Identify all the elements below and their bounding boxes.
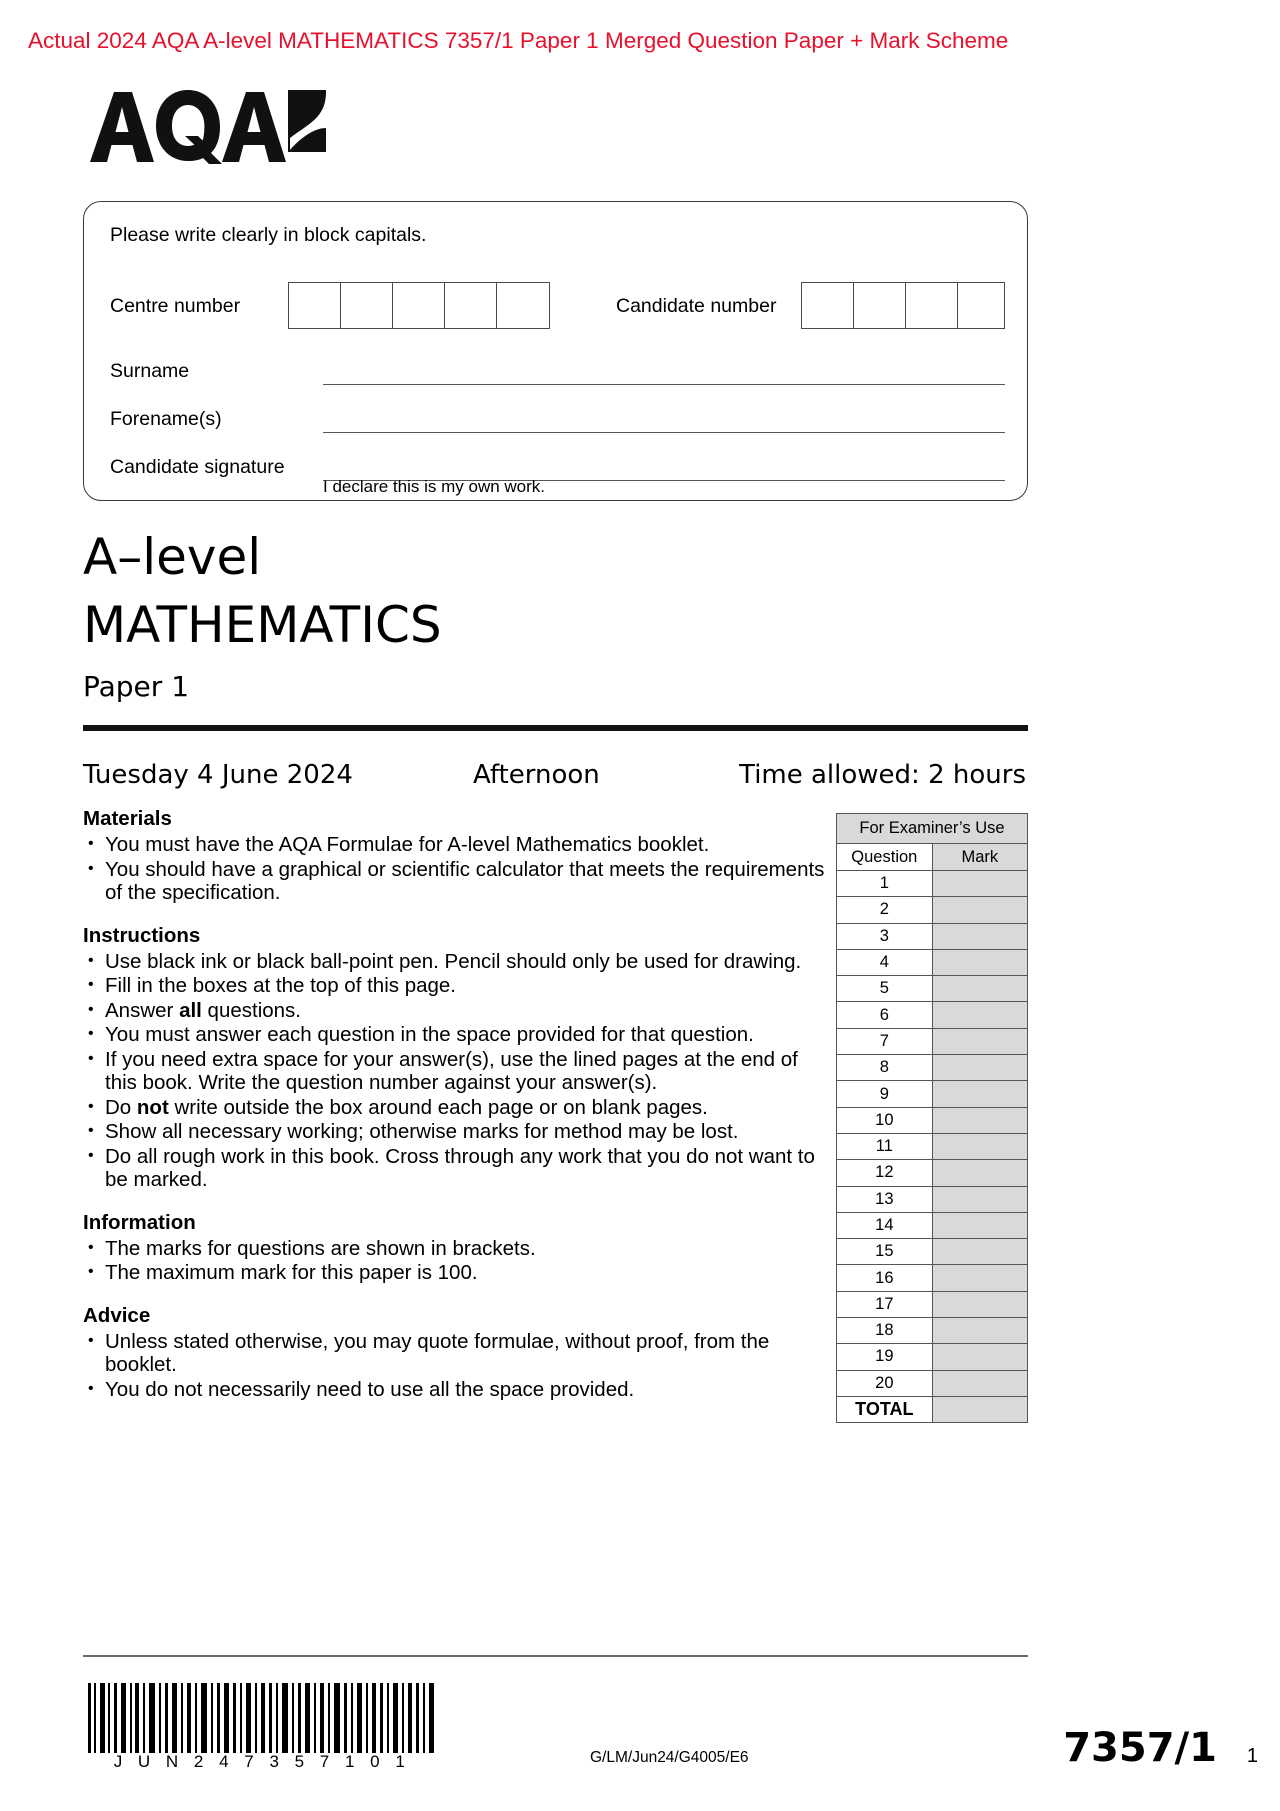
mark-cell[interactable] <box>932 1055 1027 1081</box>
table-row <box>837 1081 1028 1107</box>
list-item: • The maximum mark for this paper is 100. <box>83 1261 825 1285</box>
surname-row <box>110 354 1005 394</box>
mark-cell[interactable] <box>932 1370 1027 1396</box>
materials-list <box>83 833 825 905</box>
page-number: 1 <box>1246 1745 1258 1767</box>
table-row <box>837 1318 1028 1344</box>
mark-cell[interactable] <box>932 1212 1027 1238</box>
declaration-text: I declare this is my own work. <box>323 477 546 496</box>
candidate-number-input[interactable] <box>801 282 1005 329</box>
list-item: • Do not write outside the box around each page or on blank pages. <box>83 1096 825 1120</box>
mark-cell[interactable] <box>932 871 1027 897</box>
list-item: • Answer all questions. <box>83 999 825 1023</box>
list-item: • You should have a graphical or scientific calculator that meets the requirements of the specification. <box>83 858 825 905</box>
list-item: • Unless stated otherwise, you may quote formulae, without proof, from the booklet. <box>83 1330 825 1377</box>
list-item: • You must answer each question in the space provided for that question. <box>83 1023 825 1047</box>
examiner-table-body <box>837 814 1028 1423</box>
list-item: • You must have the AQA Formulae for A-level Mathematics booklet. <box>83 833 825 857</box>
mark-cell[interactable] <box>932 1002 1027 1028</box>
table-row <box>837 1344 1028 1370</box>
candidate-number-digit[interactable] <box>854 283 906 328</box>
mark-cell[interactable] <box>932 923 1027 949</box>
mark-cell[interactable] <box>932 1318 1027 1344</box>
list-item: • Do all rough work in this book. Cross through any work that you do not want to be marked. <box>83 1145 825 1192</box>
table-row <box>837 949 1028 975</box>
table-row <box>837 1212 1028 1238</box>
question-number-cell: 2 <box>837 897 933 923</box>
time-allowed: Time allowed: 2 hours <box>739 760 1026 790</box>
qualification-title: A–level <box>83 528 262 586</box>
centre-number-digit[interactable] <box>393 283 445 328</box>
mark-cell[interactable] <box>932 1081 1027 1107</box>
question-number-cell: 14 <box>837 1212 933 1238</box>
question-number-cell: 3 <box>837 923 933 949</box>
question-number-cell: 10 <box>837 1107 933 1133</box>
table-row <box>837 976 1028 1002</box>
block-capitals-instruction: Please write clearly in block capitals. <box>110 224 427 246</box>
mark-cell[interactable] <box>932 1107 1027 1133</box>
candidate-number-digit[interactable] <box>906 283 958 328</box>
table-row <box>837 1160 1028 1186</box>
materials-heading: Materials <box>83 807 172 830</box>
title-divider <box>83 725 1028 731</box>
examiner-use-table <box>836 813 1028 1423</box>
aqa-logo <box>82 88 332 170</box>
list-item: • Show all necessary working; otherwise marks for method may be lost. <box>83 1120 825 1144</box>
candidate-number-label: Candidate number <box>616 295 777 317</box>
mark-cell[interactable] <box>932 949 1027 975</box>
examiner-table-header-row <box>837 844 1028 871</box>
centre-number-digit[interactable] <box>445 283 497 328</box>
mark-cell[interactable] <box>932 897 1027 923</box>
question-number-cell: 1 <box>837 871 933 897</box>
mark-cell[interactable] <box>932 1291 1027 1317</box>
question-number-cell: 11 <box>837 1133 933 1159</box>
examiner-table-title: For Examiner’s Use <box>837 814 1028 844</box>
mark-cell[interactable] <box>932 1028 1027 1054</box>
column-header-question: Question <box>837 844 933 871</box>
question-number-cell: 8 <box>837 1055 933 1081</box>
table-row <box>837 897 1028 923</box>
exam-session: Afternoon <box>473 760 600 790</box>
column-header-mark: Mark <box>932 844 1027 871</box>
total-mark-cell[interactable] <box>932 1396 1027 1422</box>
table-row-total <box>837 1396 1028 1422</box>
mark-cell[interactable] <box>932 976 1027 1002</box>
forenames-input[interactable] <box>323 432 1005 433</box>
paper-code: 7357/1 <box>1063 1725 1217 1771</box>
footer-divider <box>83 1655 1028 1657</box>
mark-cell[interactable] <box>932 1239 1027 1265</box>
table-row <box>837 1028 1028 1054</box>
forenames-label: Forename(s) <box>110 408 222 430</box>
table-row <box>837 1002 1028 1028</box>
question-number-cell: 5 <box>837 976 933 1002</box>
exam-date: Tuesday 4 June 2024 <box>83 760 353 790</box>
surname-label: Surname <box>110 360 190 382</box>
table-row <box>837 1239 1028 1265</box>
information-heading: Information <box>83 1210 196 1234</box>
question-number-cell: 20 <box>837 1370 933 1396</box>
mark-cell[interactable] <box>932 1186 1027 1212</box>
table-row <box>837 1265 1028 1291</box>
mark-cell[interactable] <box>932 1265 1027 1291</box>
information-list <box>83 1237 825 1285</box>
table-row <box>837 923 1028 949</box>
centre-number-digit[interactable] <box>341 283 393 328</box>
barcode-image <box>86 1683 438 1753</box>
question-number-cell: 17 <box>837 1291 933 1317</box>
centre-number-digit[interactable] <box>289 283 341 328</box>
table-row <box>837 1133 1028 1159</box>
question-number-cell: 4 <box>837 949 933 975</box>
question-number-cell: 16 <box>837 1265 933 1291</box>
list-item: • You do not necessarily need to use all the space provided. <box>83 1378 825 1402</box>
centre-number-input[interactable] <box>288 282 550 329</box>
advice-heading: Advice <box>83 1303 151 1327</box>
candidate-number-digit[interactable] <box>802 283 854 328</box>
question-number-cell: 18 <box>837 1318 933 1344</box>
barcode-number: J U N 2 4 7 3 5 7 1 0 1 <box>113 1752 411 1771</box>
mark-cell[interactable] <box>932 1160 1027 1186</box>
advice-list <box>83 1330 825 1402</box>
question-number-cell: 7 <box>837 1028 933 1054</box>
surname-input[interactable] <box>323 384 1005 385</box>
signature-row <box>110 450 1005 490</box>
mark-cell[interactable] <box>932 1344 1027 1370</box>
mark-cell[interactable] <box>932 1133 1027 1159</box>
centre-number-label: Centre number <box>110 295 241 317</box>
instructions-list <box>83 950 825 1192</box>
question-number-cell: 9 <box>837 1081 933 1107</box>
question-number-cell: 15 <box>837 1239 933 1265</box>
question-number-cell: 19 <box>837 1344 933 1370</box>
examiner-table-title-row <box>837 814 1028 844</box>
candidate-signature-label: Candidate signature <box>110 456 285 478</box>
table-row <box>837 1107 1028 1133</box>
list-item: • Use black ink or black ball-point pen. Pencil should only be used for drawing. <box>83 950 825 974</box>
instructions-column <box>83 806 825 1402</box>
exam-meta-row <box>83 760 1028 794</box>
list-item: • The marks for questions are shown in brackets. <box>83 1237 825 1261</box>
candidate-details-box <box>83 201 1028 501</box>
table-row <box>837 871 1028 897</box>
forenames-row <box>110 402 1005 442</box>
table-row <box>837 1186 1028 1212</box>
number-fields-row <box>110 282 1005 330</box>
list-item: • If you need extra space for your answer(s), use the lined pages at the end of this book. Write the question number against your answer(s). <box>83 1048 825 1095</box>
question-number-cell: 13 <box>837 1186 933 1212</box>
instructions-heading: Instructions <box>83 923 201 947</box>
list-item: • Fill in the boxes at the top of this page. <box>83 974 825 998</box>
centre-number-digit[interactable] <box>497 283 549 328</box>
document-header-note: Actual 2024 AQA A-level MATHEMATICS 7357/1 Paper 1 Merged Question Paper + Mark Scheme <box>28 28 1009 53</box>
table-row <box>837 1055 1028 1081</box>
paper-title: Paper 1 <box>83 670 190 703</box>
document-reference-code: G/LM/Jun24/G4005/E6 <box>590 1749 749 1766</box>
total-label: TOTAL <box>837 1396 933 1422</box>
table-row <box>837 1291 1028 1317</box>
question-number-cell: 6 <box>837 1002 933 1028</box>
table-row <box>837 1370 1028 1396</box>
subject-title: MATHEMATICS <box>83 596 442 654</box>
question-number-cell: 12 <box>837 1160 933 1186</box>
